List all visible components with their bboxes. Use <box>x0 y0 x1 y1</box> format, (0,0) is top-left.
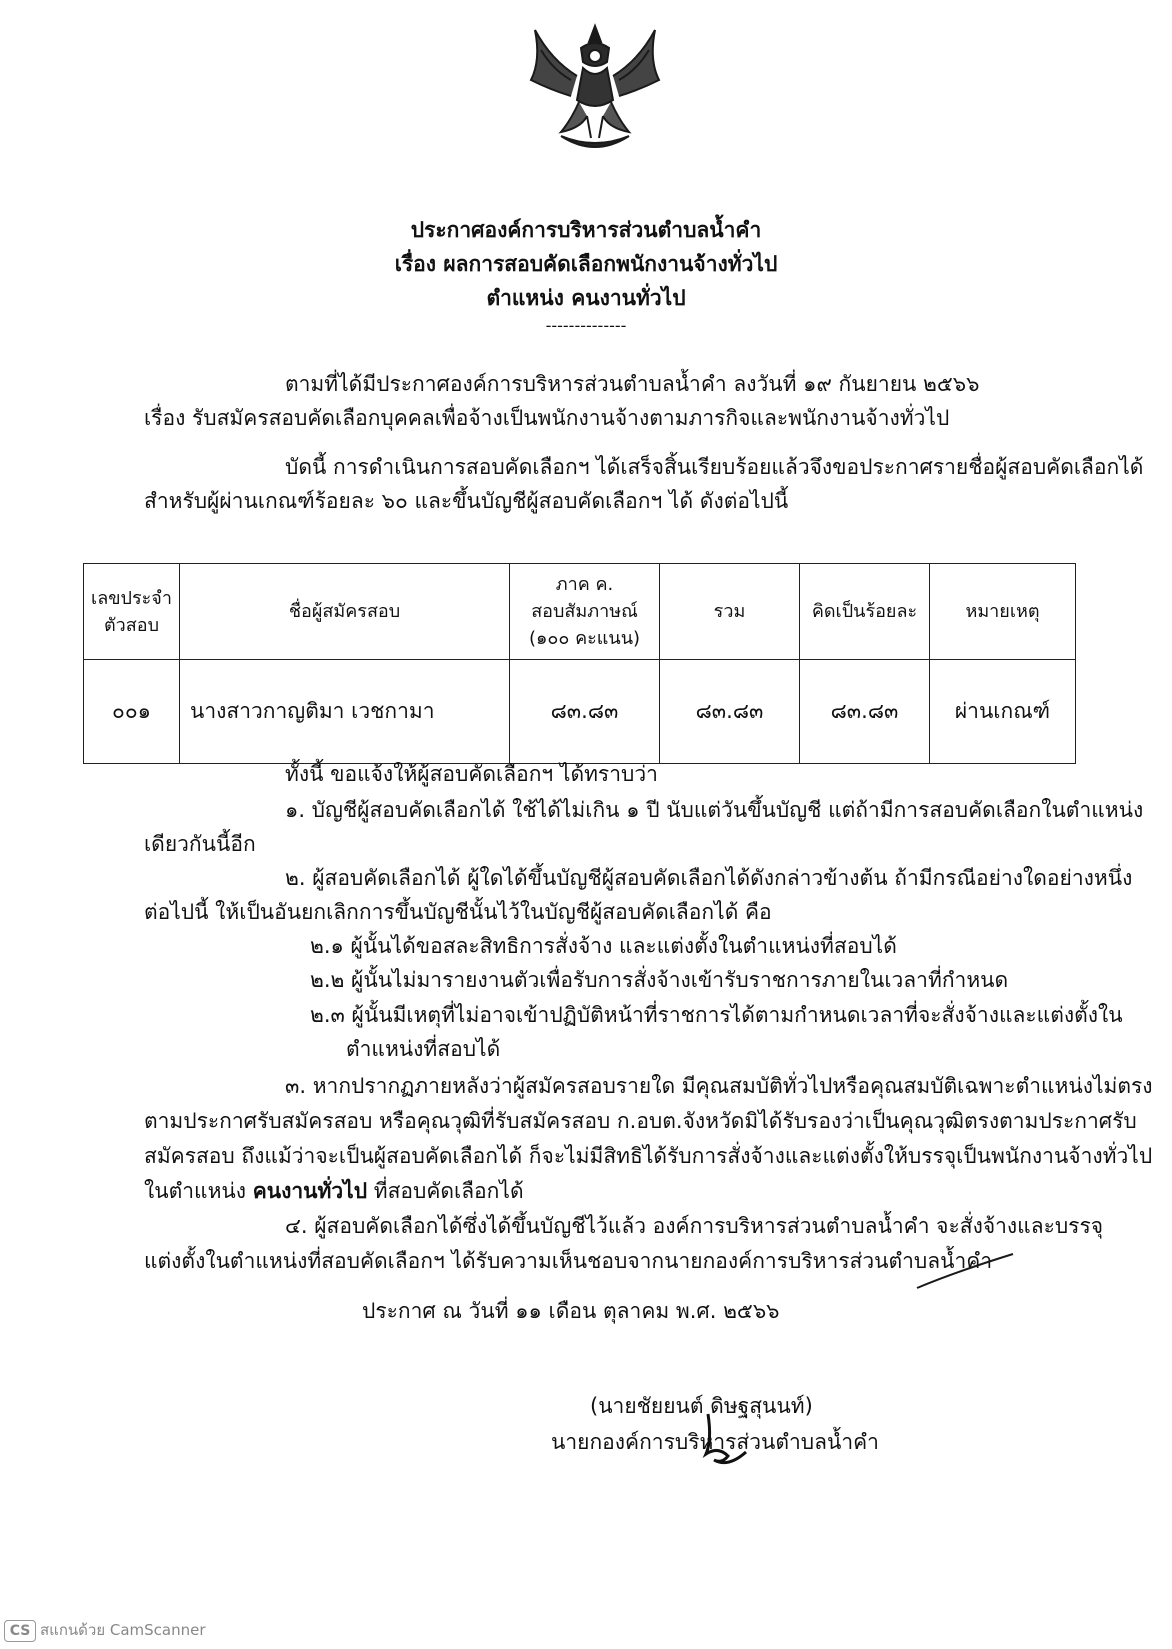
results-table <box>83 563 1076 764</box>
item3-line-3: สมัครสอบ ถึงแม้ว่าจะเป็นผู้สอบคัดเลือกได้ ก็จะไม่มีสิทธิได้รับการสั่งจ้างและแต่งตั้งให้บรรจุเป็นพนักงานจ้างทั่วไป <box>144 1144 1153 1168</box>
intro-line-2: เรื่อง รับสมัครสอบคัดเลือกบุคคลเพื่อจ้างเป็นพนักงานจ้างตามภารกิจและพนักงานจ้างทั่วไป <box>144 406 950 430</box>
header-exam-number-l1: เลขประจำ <box>91 587 172 609</box>
item2-line-2: ต่อไปนี้ ให้เป็นอันยกเลิกการขึ้นบัญชีนั้นไว้ในบัญชีผู้สอบคัดเลือกได้ คือ <box>144 900 772 924</box>
camscanner-logo: CS <box>4 1620 36 1642</box>
intro-line-4: สำหรับผู้ผ่านเกณฑ์ร้อยละ ๖๐ และขึ้นบัญชีผู้สอบคัดเลือกฯ ได้ ดังต่อไปนี้ <box>144 489 789 513</box>
handwritten-strike-mark <box>915 1252 1015 1292</box>
header-exam-number <box>84 564 180 660</box>
header-part-c-l1: ภาค ค. <box>555 574 614 595</box>
item3-line-4 <box>144 1177 524 1205</box>
item3-line-4-pre: ในตำแหน่ง <box>144 1179 253 1203</box>
subject-title: เรื่อง ผลการสอบคัดเลือกพนักงานจ้างทั่วไป <box>394 252 778 276</box>
cell-total-score: ๘๓.๘๓ <box>660 660 800 764</box>
table-row <box>84 660 1076 764</box>
cell-applicant-name: นางสาวกาญติมา เวชกามา <box>180 660 510 764</box>
header-total: รวม <box>660 564 800 660</box>
item1-line-2: เดียวกันนี้อีก <box>144 832 256 856</box>
signer-name: (นายชัยยนต์ ดิษฐสุนนท์) <box>590 1394 813 1418</box>
cell-percent: ๘๓.๘๓ <box>800 660 930 764</box>
camscanner-watermark: สแกนด้วย CamScanner <box>40 1621 206 1639</box>
item2-1: ๒.๑ ผู้นั้นได้ขอสละสิทธิการสั่งจ้าง และแต่งตั้งในตำแหน่งที่สอบได้ <box>310 934 897 958</box>
cell-exam-number: ๐๐๑ <box>84 660 180 764</box>
item3-line-1: ๓. หากปรากฏภายหลังว่าผู้สมัครสอบรายใด มีคุณสมบัติทั่วไปหรือคุณสมบัติเฉพาะตำแหน่งไม่ตรง <box>285 1074 1153 1098</box>
notice-line: ทั้งนี้ ขอแจ้งให้ผู้สอบคัดเลือกฯ ได้ทราบว่า <box>285 762 658 786</box>
item2-3-line-1: ๒.๓ ผู้นั้นมีเหตุที่ไม่อาจเข้าปฏิบัติหน้าที่ราชการได้ตามกำหนดเวลาที่จะสั่งจ้างและแต่งตั้งใน <box>310 1003 1123 1027</box>
item4-line-1: ๔. ผู้สอบคัดเลือกได้ซึ่งได้ขึ้นบัญชีไว้แล้ว องค์การบริหารส่วนตำบลน้ำคำ จะสั่งจ้างและบรรจุ <box>285 1214 1104 1238</box>
header-applicant-name: ชื่อผู้สมัครสอบ <box>180 564 510 660</box>
org-announcement-title: ประกาศองค์การบริหารส่วนตำบลน้ำคำ <box>410 218 762 242</box>
header-part-c-l2: สอบสัมภาษณ์ <box>531 601 638 622</box>
item3-line-2: ตามประกาศรับสมัครสอบ หรือคุณวุฒิที่รับสมัครสอบ ก.อบต.จังหวัดมิได้รับรองว่าเป็นคุณวุฒิตรงตามประกาศรับ <box>144 1109 1137 1133</box>
header-part-c <box>510 564 660 660</box>
table-header-row <box>84 564 1076 660</box>
item4-line-2: แต่งตั้งในตำแหน่งที่สอบคัดเลือกฯ ได้รับความเห็นชอบจากนายกองค์การบริหารส่วนตำบลน้ำคำ <box>144 1249 993 1273</box>
item3-line-4-post: ที่สอบคัดเลือกได้ <box>367 1179 524 1203</box>
item2-2: ๒.๒ ผู้นั้นไม่มารายงานตัวเพื่อรับการสั่งจ้างเข้ารับราชการภายในเวลาที่กำหนด <box>310 968 1009 992</box>
item1-line-1: ๑. บัญชีผู้สอบคัดเลือกได้ ใช้ได้ไม่เกิน ๑ ปี นับแต่วันขึ้นบัญชี แต่ถ้ามีการสอบคัดเลือกในตำแหน่ง <box>285 798 1144 822</box>
item3-position-name: คนงานทั่วไป <box>252 1179 368 1203</box>
intro-line-1: ตามที่ได้มีประกาศองค์การบริหารส่วนตำบลน้ำคำ ลงวันที่ ๑๙ กันยายน ๒๕๖๖ <box>285 372 980 396</box>
intro-line-3: บัดนี้ การดำเนินการสอบคัดเลือกฯ ได้เสร็จสิ้นเรียบร้อยแล้วจึงขอประกาศรายชื่อผู้สอบคัดเลือกได้ <box>285 455 1144 479</box>
header-note: หมายเหตุ <box>930 564 1076 660</box>
cell-part-c-score: ๘๓.๘๓ <box>510 660 660 764</box>
header-part-c-l3: (๑๐๐ คะแนน) <box>528 628 641 649</box>
garuda-emblem <box>521 20 669 160</box>
header-exam-number-l2: ตัวสอบ <box>103 614 160 636</box>
position-title: ตำแหน่ง คนงานทั่วไป <box>486 286 686 310</box>
signer-title: นายกองค์การบริหารส่วนตำบลน้ำคำ <box>551 1430 879 1454</box>
header-percent: คิดเป็นร้อยละ <box>800 564 930 660</box>
cell-note: ผ่านเกณฑ์ <box>930 660 1076 764</box>
header-divider: -------------- <box>545 316 627 335</box>
item2-line-1: ๒. ผู้สอบคัดเลือกได้ ผู้ใดได้ขึ้นบัญชีผู้สอบคัดเลือกได้ดังกล่าวข้างต้น ถ้ามีกรณีอย่างใดอย่างหนึ่ง <box>285 866 1133 890</box>
item2-3-line-2: ตำแหน่งที่สอบได้ <box>346 1037 501 1061</box>
announcement-date: ประกาศ ณ วันที่ ๑๑ เดือน ตุลาคม พ.ศ. ๒๕๖๖ <box>362 1299 780 1323</box>
